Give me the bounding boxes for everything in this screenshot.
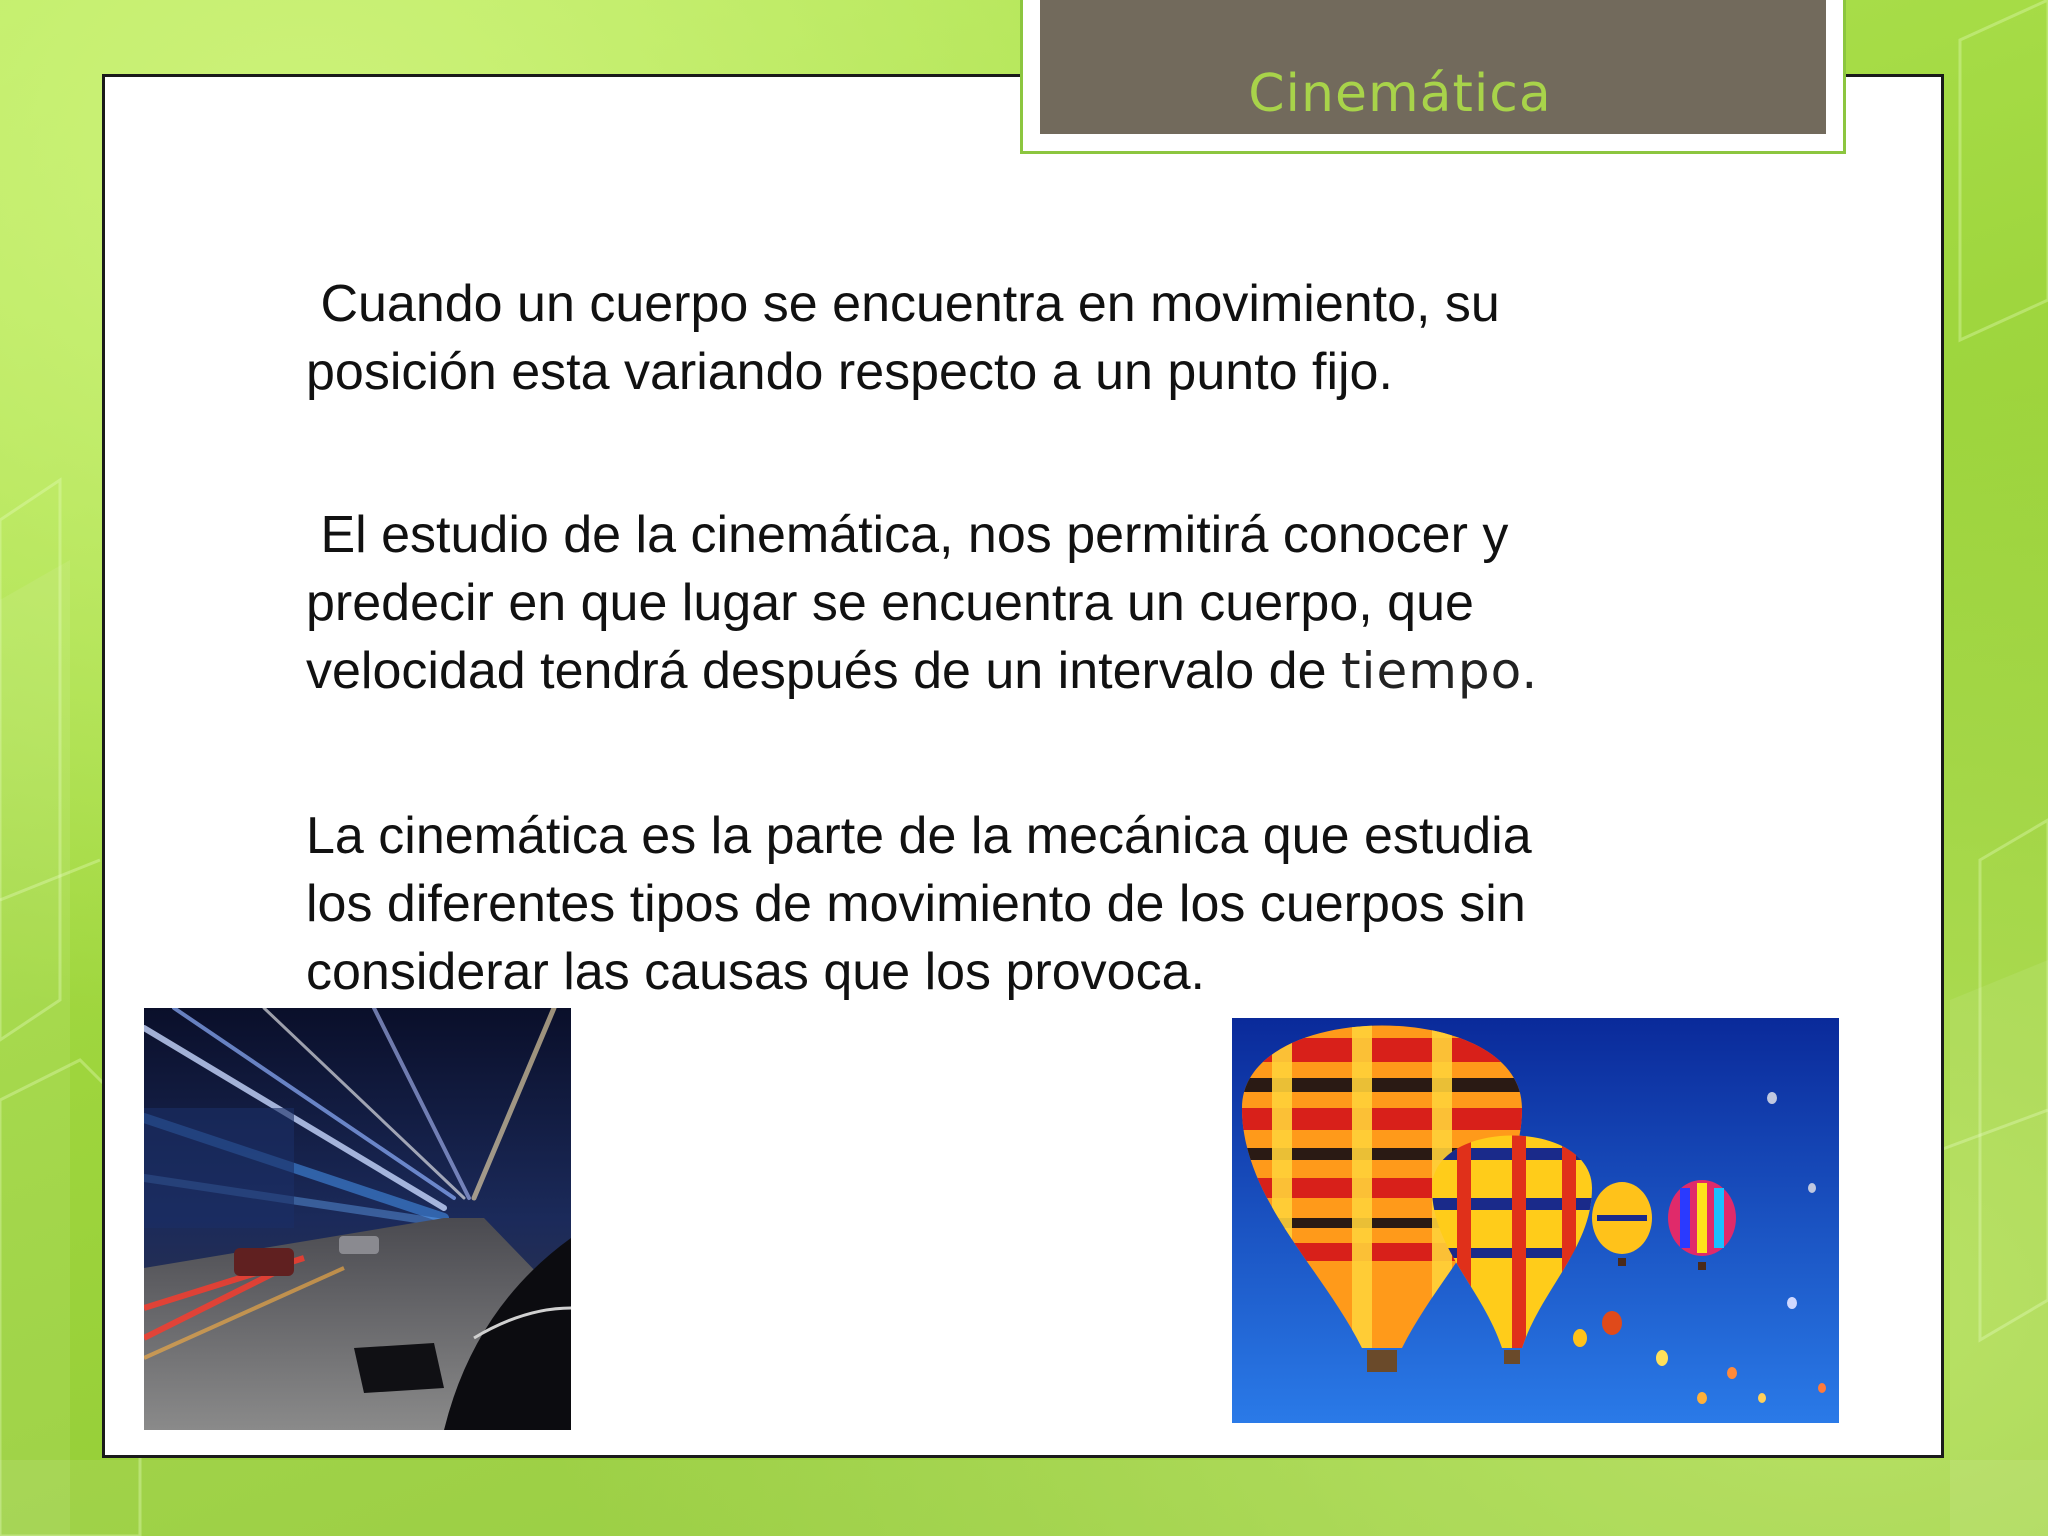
paragraph-1-line-2: posición esta variando respecto a un punto fijo. <box>306 343 1393 401</box>
paragraph-3-line-1: La cinemática es la parte de la mecánica que estudia <box>306 807 1532 865</box>
paragraph-2 <box>306 501 1746 705</box>
slide-title: Cinemática <box>1248 64 1552 124</box>
paragraph-1 <box>306 270 1746 406</box>
paragraph-3 <box>306 802 1746 1006</box>
paragraph-3-line-3: considerar las causas que los provoca. <box>306 943 1205 1001</box>
paragraph-2-line-3: velocidad tendrá después de un intervalo de <box>306 642 1341 700</box>
paragraph-3-line-2: los diferentes tipos de movimiento de los cuerpos sin <box>306 875 1526 933</box>
paragraph-2-tail: tiempo. <box>1340 642 1539 700</box>
paragraph-2-line-1: El estudio de la cinemática, nos permitirá conocer y <box>306 506 1509 564</box>
paragraph-2-line-2: predecir en que lugar se encuentra un cuerpo, que <box>306 574 1474 632</box>
paragraph-1-line-1: Cuando un cuerpo se encuentra en movimiento, su <box>306 275 1500 333</box>
hot-air-balloons-photo <box>1232 1018 1839 1423</box>
car-motion-photo <box>144 1008 571 1430</box>
